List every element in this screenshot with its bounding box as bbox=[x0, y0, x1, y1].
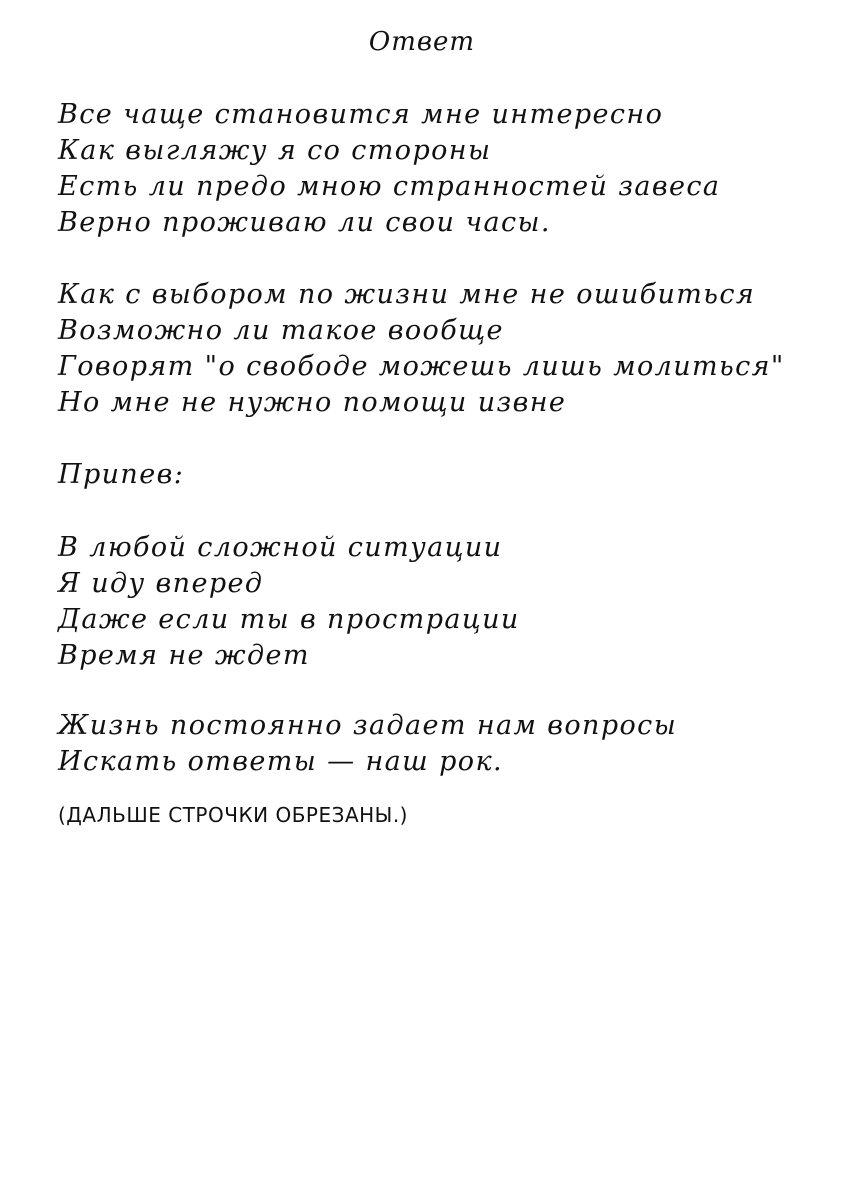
chorus-line: Я иду вперед bbox=[58, 568, 264, 599]
verse-1 bbox=[58, 97, 818, 241]
verse-line: Как с выбором по жизни мне не ошибиться bbox=[58, 279, 756, 310]
verse-line: Говорят "о свободе можешь лишь молиться" bbox=[58, 351, 785, 382]
poem-body bbox=[58, 97, 818, 830]
chorus bbox=[58, 530, 818, 674]
verse-line: Верно проживаю ли свои часы. bbox=[58, 207, 551, 238]
verse-line: Есть ли предо мною странностей завеса bbox=[58, 171, 721, 202]
stanza-spacer bbox=[58, 780, 818, 800]
poem-title: Ответ bbox=[368, 27, 476, 57]
chorus-line: Даже если ты в прострации bbox=[58, 604, 520, 635]
verse-line: Все чаще становится мне интересно bbox=[58, 99, 664, 130]
verse-line: Искать ответы — наш рок. bbox=[58, 746, 503, 777]
stanza-spacer bbox=[58, 241, 818, 277]
chorus-label-block bbox=[58, 457, 818, 493]
chorus-label: Припев: bbox=[58, 459, 185, 490]
stanza-spacer bbox=[58, 674, 818, 708]
verse-2 bbox=[58, 277, 818, 421]
verse-line: Но мне не нужно помощи извне bbox=[58, 387, 567, 418]
stanza-spacer bbox=[58, 421, 818, 457]
verse-3 bbox=[58, 708, 818, 780]
chorus-line: В любой сложной ситуации bbox=[58, 532, 503, 563]
truncation-note: (ДАЛЬШЕ СТРОЧКИ ОБРЕЗАНЫ.) bbox=[58, 803, 408, 827]
verse-line: Как выгляжу я со стороны bbox=[58, 135, 492, 166]
chorus-line: Время не ждет bbox=[58, 640, 310, 671]
verse-line: Возможно ли такое вообще bbox=[58, 315, 504, 346]
verse-line: Жизнь постоянно задает нам вопросы bbox=[58, 710, 678, 741]
stanza-spacer bbox=[58, 493, 818, 530]
